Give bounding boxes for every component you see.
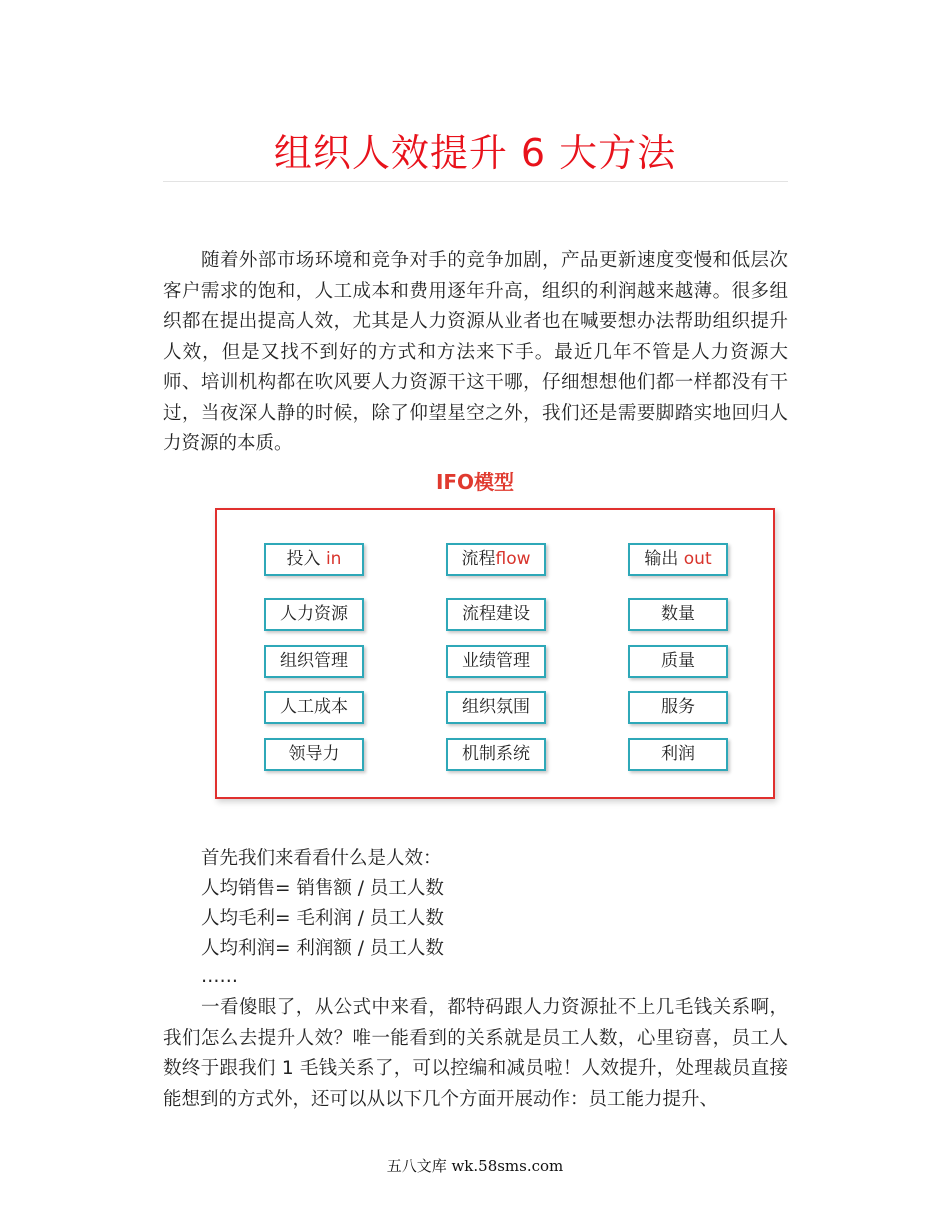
title-divider: [163, 181, 788, 182]
header-input: 投入 in: [264, 543, 364, 576]
model-item: 组织氛围: [446, 691, 546, 724]
figure-title: IFO模型: [435, 470, 515, 494]
model-item: 组织管理: [264, 645, 364, 678]
footer-watermark: 五八文库 wk.58sms.com: [386, 1157, 564, 1175]
model-item: 利润: [628, 738, 728, 771]
header-output: 输出 out: [628, 543, 728, 576]
model-item: 业绩管理: [446, 645, 546, 678]
formula-intro: 首先我们来看看什么是人效：: [201, 848, 442, 869]
model-item: 数量: [628, 598, 728, 631]
ifo-model-figure: [215, 508, 775, 799]
model-item: 领导力: [264, 738, 364, 771]
formula-line: 人均利润= 利润额 / 员工人数: [201, 938, 444, 959]
model-item: 质量: [628, 645, 728, 678]
model-item: 服务: [628, 691, 728, 724]
model-item: 人工成本: [264, 691, 364, 724]
page-title: 组织人效提升 6 大方法: [273, 131, 677, 175]
model-item: 机制系统: [446, 738, 546, 771]
formula-line: 人均毛利= 毛利润 / 员工人数: [201, 908, 444, 929]
header-flow: 流程flow: [446, 543, 546, 576]
intro-paragraph: 随着外部市场环境和竞争对手的竞争加剧，产品更新速度变慢和低层次客户需求的饱和，人工成本和费用逐年升高，组织的利润越来越薄。很多组织都在提出提高人效，尤其是人力资源从业者也在喊要想办法帮助组织提升人效，但是又找不到好的方式和方法来下手。最近几年不管是人力资源大师、培训机构都在吹风要人力资源干这干哪，仔细想想他们都一样都没有干过，当夜深人静的时候，除了仰望星空之外，我们还是需要脚踏实地回归人力资源的本质。: [163, 250, 788, 454]
model-item: 人力资源: [264, 598, 364, 631]
model-item: 流程建设: [446, 598, 546, 631]
ellipsis-line: ……: [201, 966, 238, 987]
formula-line: 人均销售= 销售额 / 员工人数: [201, 878, 444, 899]
closing-paragraph: 一看傻眼了，从公式中来看，都特码跟人力资源扯不上几毛钱关系啊，我们怎么去提升人效？唯一能看到的关系就是员工人数，心里窃喜，员工人数终于跟我们 1 毛钱关系了，可以控编和减员啦！人效提升，处理裁员直接能想到的方式外，还可以从以下几个方面开展动作：员工能力提升、: [163, 997, 788, 1110]
